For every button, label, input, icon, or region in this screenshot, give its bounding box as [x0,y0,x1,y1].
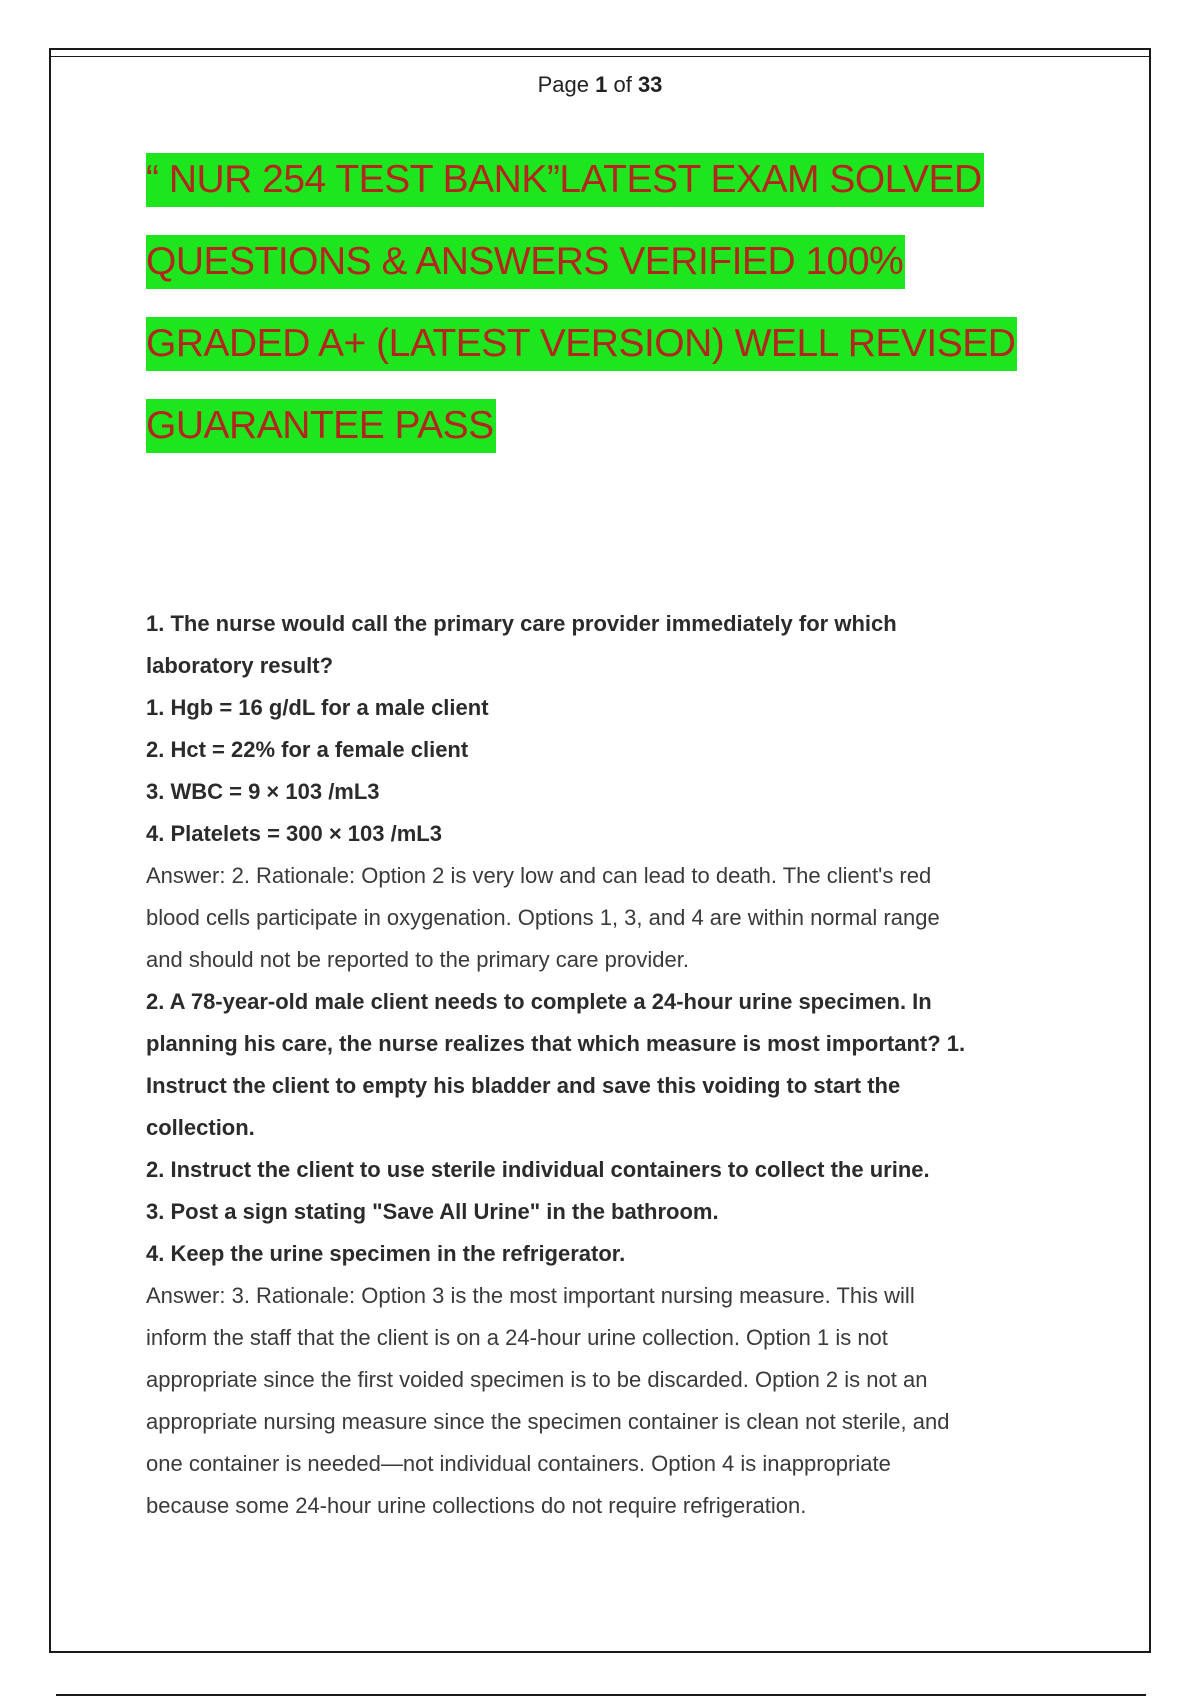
question-2-option: 3. Post a sign stating "Save All Urine" in the bathroom. [146,1199,719,1224]
title-line-text: GRADED A+ (LATEST VERSION) WELL REVISED [146,317,1017,371]
document-title [146,147,1066,475]
title-line [146,147,1066,229]
question-2-answer: inform the staff that the client is on a 24-hour urine collection. Option 1 is not [146,1325,888,1350]
question-2-answer: one container is needed—not individual containers. Option 4 is inappropriate [146,1451,891,1476]
question-1-option: 3. WBC = 9 × 103 /mL3 [146,779,380,804]
page-label: Page [537,72,589,97]
question-2-answer: Answer: 3. Rationale: Option 3 is the most important nursing measure. This will [146,1283,915,1308]
question-1-stem: laboratory result? [146,653,334,678]
question-1-answer: blood cells participate in oxygenation. Options 1, 3, and 4 are within normal range [146,905,940,930]
title-line-text: QUESTIONS & ANSWERS VERIFIED 100% [146,235,905,289]
question-1-option: 4. Platelets = 300 × 103 /mL3 [146,821,442,846]
title-line [146,393,1066,475]
title-line [146,311,1066,393]
question-2-stem: 2. A 78-year-old male client needs to complete a 24-hour urine specimen. In [146,989,932,1014]
page-number [0,72,1200,98]
page-total: 33 [637,72,663,97]
question-1-stem: 1. The nurse would call the primary care provider immediately for which [146,611,897,636]
page-of: of [613,72,632,97]
question-1-option: 2. Hct = 22% for a female client [146,737,469,762]
frame-top-rule [51,56,1149,57]
question-list [146,603,1076,1527]
question-2-option: 2. Instruct the client to use sterile individual containers to collect the urine. [146,1157,930,1182]
title-line [146,229,1066,311]
question-1-option: 1. Hgb = 16 g/dL for a male client [146,695,489,720]
title-line-text: GUARANTEE PASS [146,399,496,453]
question-2-stem: collection. [146,1115,255,1140]
page-current: 1 [595,72,608,97]
title-line-text: “ NUR 254 TEST BANK”LATEST EXAM SOLVED [146,153,984,207]
next-page-edge [56,1694,1146,1696]
question-2-answer: because some 24-hour urine collections do not require refrigeration. [146,1493,807,1518]
question-2-answer: appropriate nursing measure since the specimen container is clean not sterile, and [146,1409,950,1434]
question-2-stem: Instruct the client to empty his bladder and save this voiding to start the [146,1073,901,1098]
question-1-answer: Answer: 2. Rationale: Option 2 is very low and can lead to death. The client's red [146,863,932,888]
question-1-answer: and should not be reported to the primary care provider. [146,947,689,972]
question-2-stem: planning his care, the nurse realizes that which measure is most important? 1. [146,1031,966,1056]
question-2-answer: appropriate since the first voided specimen is to be discarded. Option 2 is not an [146,1367,928,1392]
question-2-option: 4. Keep the urine specimen in the refrigerator. [146,1241,626,1266]
